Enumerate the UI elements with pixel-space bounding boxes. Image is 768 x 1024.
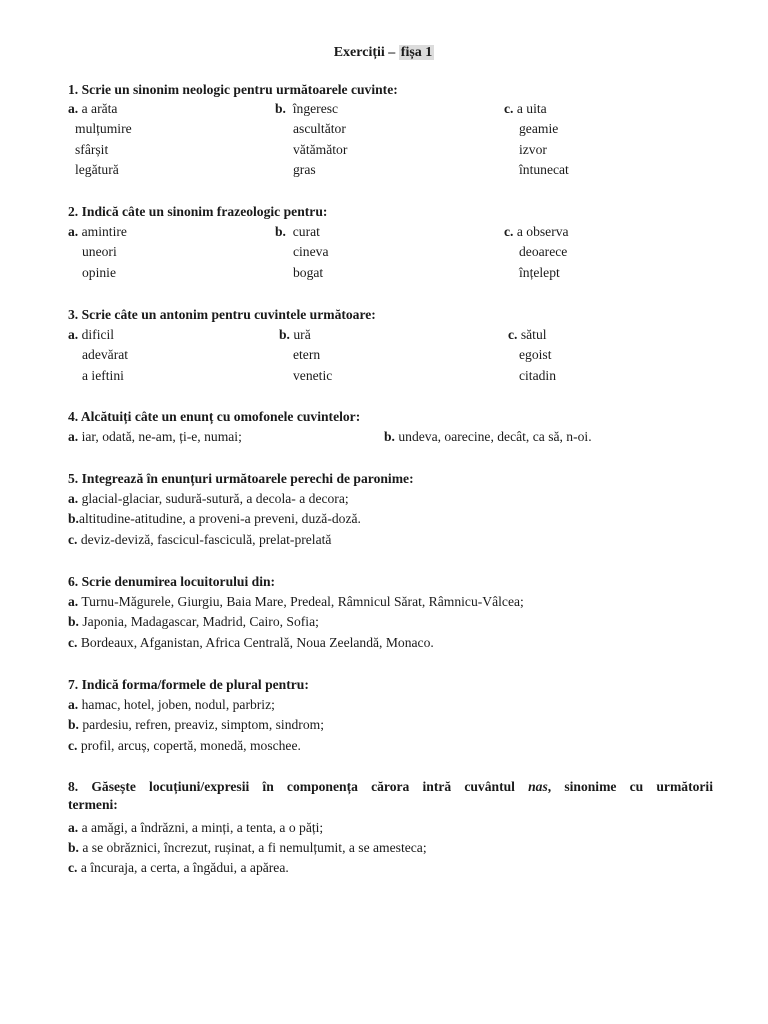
label-b: b. [275, 224, 286, 239]
exercise-1-a-item: legătură [75, 162, 119, 177]
exercise-8-title-line2: termeni: [68, 797, 118, 812]
exercise-5-c-text: deviz-deviză, fascicul-fasciculă, prelat-prelată [80, 532, 332, 547]
exercise-1-b-item: vătămător [293, 142, 348, 157]
exercise-8-line-c [68, 858, 289, 878]
label-a: a. [68, 101, 79, 116]
label-a: a. [68, 429, 79, 444]
label-c: c. [504, 224, 514, 239]
exercise-1-b-item: ascultător [293, 121, 346, 136]
label-b: b. [384, 429, 395, 444]
exercise-3-b-item: ură [293, 327, 311, 342]
title-prefix: Exerciții – [333, 45, 399, 60]
exercise-3-row [68, 345, 728, 365]
exercise-2-row [68, 222, 728, 242]
exercise-1-row [68, 160, 728, 180]
exercise-1-b-item: îngeresc [292, 101, 339, 116]
exercise-2-b-item: bogat [293, 265, 324, 280]
label-c: c. [68, 532, 78, 547]
exercise-2-row [68, 263, 728, 283]
label-c: c. [68, 635, 78, 650]
exercise-7-line-c [68, 736, 301, 756]
title-highlight: fișa 1 [400, 45, 433, 60]
exercise-1-row [68, 99, 728, 119]
exercise-6-line-a [68, 592, 524, 612]
exercise-8-a-text: a amăgi, a îndrăzni, a minți, a tenta, a o păți; [81, 820, 324, 835]
exercise-2-row [68, 242, 728, 262]
page-title [0, 45, 768, 61]
exercise-6-c-text: Bordeaux, Afganistan, Africa Centrală, Noua Zeelandă, Monaco. [80, 635, 434, 650]
exercise-4-b-text: undeva, oarecine, decât, ca să, n-oi. [398, 429, 592, 444]
exercise-8-title-keyword: nas [528, 779, 548, 794]
exercise-6-line-c [68, 633, 434, 653]
exercise-3-a-item: adevărat [82, 347, 129, 362]
exercise-8-c-text: a încuraja, a certa, a îngădui, a apărea. [80, 860, 289, 875]
exercise-1-c-item: a uita [516, 101, 547, 116]
exercise-8-title-part2: , sinonime cu următorii [547, 779, 713, 794]
label-b: b. [68, 840, 79, 855]
exercise-1-a-item: sfârșit [75, 142, 109, 157]
exercise-7-line-b [68, 715, 324, 735]
exercise-8-b-text: a se obrăznici, încrezut, rușinat, a fi nemulțumit, a se amesteca; [82, 840, 427, 855]
exercise-3-row [68, 325, 728, 345]
exercise-5-a-text: glacial-glaciar, sudură-sutură, a decola- a decora; [81, 491, 349, 506]
exercise-1-row [68, 119, 728, 139]
exercise-6-a-text: Turnu-Măgurele, Giurgiu, Baia Mare, Predeal, Râmnicul Sărat, Râmnicu-Vâlcea; [81, 594, 524, 609]
exercise-8-title-part1: 8. Găsește locuțiuni/expresii în componența cărora intră cuvântul [68, 779, 529, 794]
exercise-5-line-b [68, 509, 361, 529]
exercise-3-c-item: egoist [519, 347, 552, 362]
exercise-8-line-b [68, 838, 427, 858]
exercise-3-c-item: citadin [519, 368, 556, 383]
exercise-2-a-item: amintire [81, 224, 127, 239]
label-a: a. [68, 697, 79, 712]
exercise-3-b-item: etern [293, 347, 321, 362]
label-b: b. [68, 614, 79, 629]
exercise-1-b-item: gras [293, 162, 316, 177]
exercise-4-title: 4. Alcătuiți câte un enunț cu omofonele cuvintelor: [68, 409, 361, 424]
exercise-3-row [68, 366, 728, 386]
exercise-4-row [68, 427, 728, 447]
exercise-2-a-item: opinie [82, 265, 116, 280]
label-c: c. [68, 738, 78, 753]
exercise-1-title: 1. Scrie un sinonim neologic pentru următoarele cuvinte: [68, 82, 398, 97]
label-b: b. [68, 717, 79, 732]
exercise-1-row [68, 140, 728, 160]
label-c: c. [68, 860, 78, 875]
exercise-7-c-text: profil, arcuș, copertă, monedă, moschee. [80, 738, 301, 753]
label-a: a. [68, 594, 79, 609]
label-c: c. [508, 327, 518, 342]
exercise-4-a-text: iar, odată, ne-am, ți-e, numai; [81, 429, 242, 444]
exercise-6-title: 6. Scrie denumirea locuitorului din: [68, 574, 276, 589]
exercise-6-b-text: Japonia, Madagascar, Madrid, Cairo, Sofia; [82, 614, 319, 629]
label-a: a. [68, 820, 79, 835]
exercise-3-a-item: dificil [81, 327, 115, 342]
label-b: b. [279, 327, 290, 342]
exercise-2-b-item: cineva [293, 244, 329, 259]
exercise-5-title: 5. Integrează în enunțuri următoarele perechi de paronime: [68, 471, 414, 486]
exercise-5-b-text: altitudine-atitudine, a proveni-a preveni, duză-doză. [78, 511, 361, 526]
exercise-1-a-item: mulțumire [75, 121, 132, 136]
exercise-2-c-item: înțelept [519, 265, 560, 280]
exercise-3-title: 3. Scrie câte un antonim pentru cuvintele următoare: [68, 307, 376, 322]
exercise-6-line-b [68, 612, 319, 632]
label-a: a. [68, 491, 79, 506]
exercise-2-c-item: deoarece [519, 244, 568, 259]
exercise-7-title: 7. Indică forma/formele de plural pentru: [68, 677, 309, 692]
exercise-5-line-c [68, 530, 331, 550]
label-b: b. [275, 101, 286, 116]
exercise-3-a-item: a ieftini [82, 368, 124, 383]
exercise-5-line-a [68, 489, 349, 509]
exercise-2-b-item: curat [292, 224, 320, 239]
exercise-1-c-item: geamie [519, 121, 559, 136]
exercise-7-a-text: hamac, hotel, joben, nodul, parbriz; [81, 697, 275, 712]
exercise-3-c-item: sătul [520, 327, 547, 342]
label-a: a. [68, 224, 79, 239]
exercise-1-c-item: întunecat [519, 162, 569, 177]
exercise-2-title: 2. Indică câte un sinonim frazeologic pentru: [68, 204, 328, 219]
exercise-7-b-text: pardesiu, refren, preaviz, simptom, sindrom; [82, 717, 324, 732]
exercise-1-c-item: izvor [519, 142, 547, 157]
exercise-2-c-item: a observa [516, 224, 569, 239]
label-b: b. [68, 511, 79, 526]
exercise-2-a-item: uneori [82, 244, 117, 259]
exercise-7-line-a [68, 695, 275, 715]
label-c: c. [504, 101, 514, 116]
exercise-8-title [68, 777, 713, 797]
exercise-3-b-item: venetic [293, 368, 333, 383]
exercise-1-a-item: a arăta [81, 101, 118, 116]
exercise-8-line-a [68, 818, 323, 838]
label-a: a. [68, 327, 79, 342]
